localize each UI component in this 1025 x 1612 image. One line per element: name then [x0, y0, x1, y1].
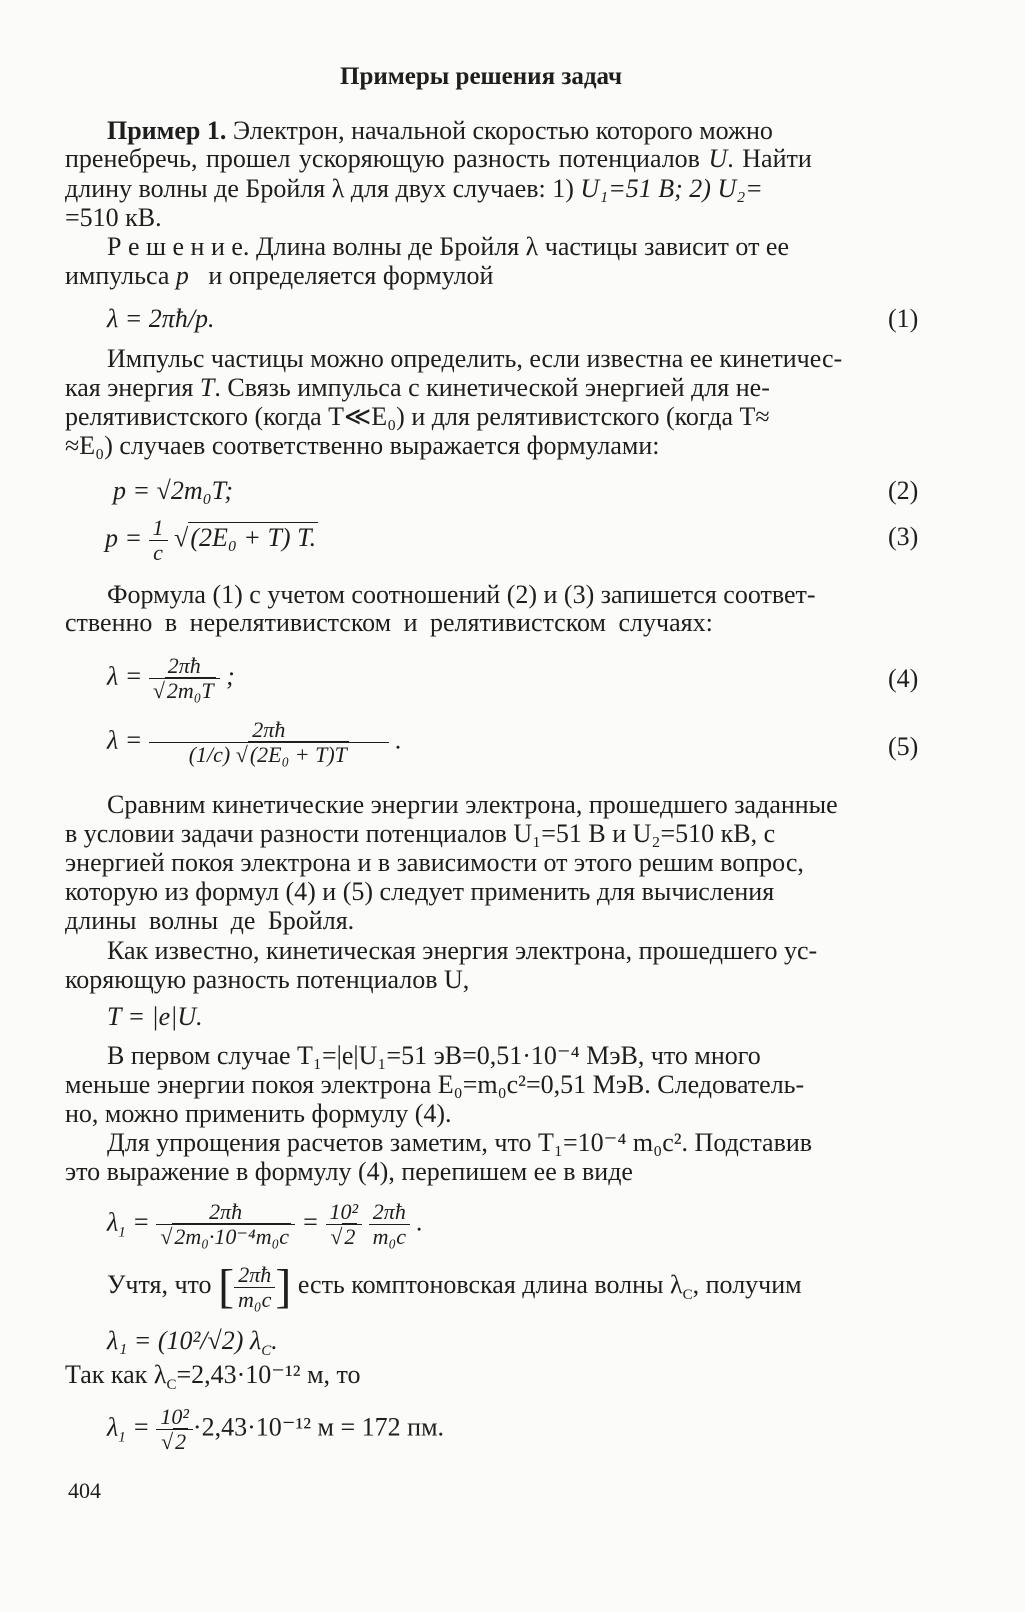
formula-7: λ₁ = (10²/√2) $\lambda_C$. [107, 1326, 278, 1360]
formula-4: λ = $\frac{2\pi ħ}{\text{√2m₀T}}$ ; [107, 653, 235, 703]
text-line: Учтя, что [ $\frac{2\pi ħ}{\text{m₀c}}$ ] есть комптоновская длина волны $\lambda_C$, получим [107, 1260, 802, 1313]
formula-2: p = √2m₀T; [113, 476, 234, 505]
text-line: пренебречь, прошел ускоряющую разность потенциалов U. Найти [65, 144, 812, 173]
text-line: ≈E₀) случаев соответственно выражается формулами: [65, 431, 660, 460]
text-line: длину волны де Бройля λ для двух случаев: 1) U₁=51 В; 2) U₂= [65, 174, 763, 203]
example-label: Пример 1. [107, 116, 227, 145]
text-line: релятивистского (когда T≪E₀) и для релятивистского (когда T≈ [65, 402, 770, 431]
text-line: Для упрощения расчетов заметим, что T₁=10⁻⁴ m₀c². Подставив [107, 1128, 813, 1157]
page-number: 404 [68, 1478, 101, 1503]
text-line: В первом случае T₁=|e|U₁=51 эВ=0,51·10⁻⁴ МэВ, что много [107, 1041, 761, 1070]
text-line: Как известно, кинетическая энергия электрона, прошедшего ус- [107, 936, 818, 965]
solution-label: Р е ш е н и е. [107, 232, 250, 261]
formula-1: λ = 2πħ/p. [107, 304, 215, 333]
text-line: меньше энергии покоя электрона E₀=m₀c²=0,51 МэВ. Следователь- [65, 1070, 805, 1099]
text-line: которую из формул (4) и (5) следует применить для вычисления [65, 877, 775, 906]
eq-number-3: (3) [888, 522, 919, 551]
eq-number-5: (5) [888, 732, 919, 761]
formula-3: p = $\frac{1}{c}$ √(2E₀ + T) T. [105, 515, 317, 565]
text-line: но, можно применить формулу (4). [65, 1099, 452, 1128]
text-line: в условии задачи разности потенциалов U₁=51 В и U₂=510 кВ, с [65, 819, 776, 848]
text-line: ственно в нерелятивистском и релятивистском случаях: [65, 608, 713, 637]
text-line: Так как $\lambda_C=2,43\cdot 10^{-12}$ м, то [65, 1360, 361, 1394]
eq-number-2: (2) [888, 476, 919, 505]
text-line: Пример 1. Электрон, начальной скоростью которого можно [107, 116, 773, 145]
text-line: импульса p и определяется формулой [65, 261, 494, 290]
text-line: Импульс частицы можно определить, если известна ее кинетичес- [107, 344, 843, 373]
formula-6: $\lambda_1$ = $\frac{2\pi ħ}{\text{√2m₀·10⁻⁴m₀c}}$ = $\frac{\text{10²}}{√2}$ $\frac{2\pi ħ}{\text{m₀c}}$ . [107, 1199, 423, 1249]
text-line: Сравним кинетические энергии электрона, прошедшего заданные [107, 790, 838, 819]
text-line: это выражение в формулу (4), перепишем ее в виде [65, 1157, 633, 1186]
text-line: Формула (1) с учетом соотношений (2) и (3) запишется соответ- [107, 580, 816, 609]
section-heading: Примеры решения задач [340, 63, 623, 90]
text-line: энергией покоя электрона и в зависимости от этого решим вопрос, [65, 848, 804, 877]
text-line: Р е ш е н и е. Длина волны де Бройля λ частицы зависит от ее [107, 232, 790, 261]
text-line: кая энергия T. Связь импульса с кинетической энергией для не- [65, 373, 770, 402]
text-line: длины волны де Бройля. [65, 906, 355, 935]
text-line: =510 кВ. [65, 203, 162, 232]
formula-8: $\lambda_1$ = $\frac{\text{10²}}{√2}$ ·2,43·10⁻¹² м = 172 пм. [107, 1404, 445, 1454]
eq-number-1: (1) [888, 304, 919, 333]
eq-number-4: (4) [888, 664, 919, 693]
formula-5: λ = $\frac{2\pi ħ}{\text{(1/c) √(2E₀ + T)T}}$ . [107, 717, 402, 767]
formula-kinetic-energy: T = |e|U. [107, 1002, 203, 1031]
text-line: коряющую разность потенциалов U, [65, 965, 470, 994]
